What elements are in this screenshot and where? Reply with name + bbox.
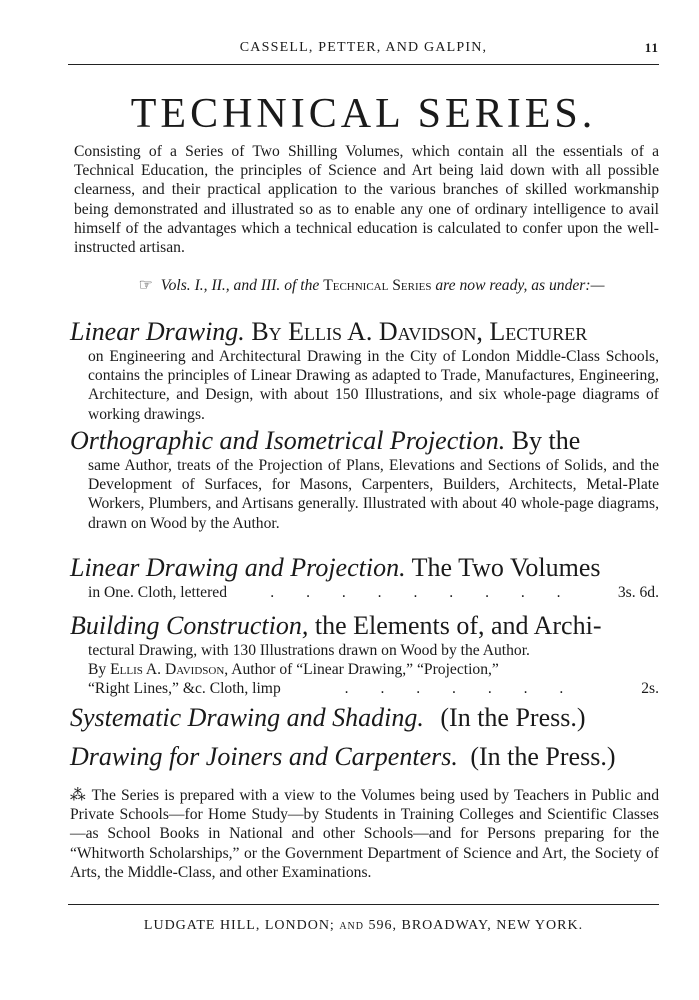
entry-systematic-drawing [70,702,659,733]
entry-binding: in One. Cloth, lettered [88,584,228,601]
entry-price: 2s. [641,680,659,698]
publisher-address [68,918,659,934]
entry-lead-rest: The Two Volumes [411,553,601,582]
entry-building-construction [70,610,659,699]
header-rule [68,64,659,65]
entry-author-line [70,660,659,679]
page-title: TECHNICAL SERIES. [130,91,597,137]
entry-lead [70,552,659,583]
entry-lead [70,425,659,456]
publisher-header: CASSELL, PETTER, AND GALPIN, [239,40,488,55]
entry-lead-rest: the Elements of, and Archi- [314,611,602,640]
entry-lead-rest: By Ellis A. Davidson, Lecturer [251,317,588,346]
entry-description: on Engineering and Architectural Drawing in the City of London Middle-Class Schools, contains the principles of Linear Drawing as adapted to Trade, Manufactures, Engineering, Architecture, and Design, with about 150 Illustrations, and six whole-page diagrams of working drawings. [88,348,659,423]
entry-title: Drawing for Joiners and Carpenters. [70,742,458,771]
author-name: Ellis A. Davidson, [110,661,229,679]
entry-title: Systematic Drawing and Shading. [70,703,424,732]
footer-rule [68,904,659,905]
availability-notice [84,276,659,295]
notice-series-name: Technical Series [323,277,432,294]
entry-lead [70,316,659,347]
entry-title: Linear Drawing. [70,317,245,346]
leader-dots: . . . . . . . [344,680,578,698]
entry-status: (In the Press.) [440,703,586,732]
address-london: LUDGATE HILL, LONDON; [143,918,335,933]
entry-price-line [70,679,659,698]
entry-lead [70,741,659,772]
notice-part2: are now ready, as under:— [435,277,605,294]
entry-drawing-for-joiners [70,741,659,772]
intro-text: Consisting of a Series of Two Shilling Volumes, which contain all the essentials of a Technical Education, the principles of Science and Art being laid down with all possible clearness, and their practical application to the various branches of skilled workmanship being demonstrated and illustrated so as to enable any one of ordinary intelligence to avail himself of the advantages which a technical education is calculated to confer upon the well-instructed artisan. [74,143,659,257]
entry-title: Orthographic and Isometrical Projection. [70,426,506,455]
running-header [68,40,659,60]
page-number: 11 [644,40,659,55]
entry-price-line [70,583,659,602]
entry-orthographic-projection [70,425,659,533]
address-and: and [339,918,364,933]
entry-lead [70,610,659,641]
entry-title: Linear Drawing and Projection. [70,553,406,582]
entry-lead [70,702,659,733]
intro-paragraph [74,142,659,257]
notice-part1: Vols. I., II., and III. of the [160,277,320,294]
entry-status: (In the Press.) [470,742,616,771]
entry-binding: “Right Lines,” &c. Cloth, limp [88,680,281,698]
pointing-hand-icon: ☞ [138,277,153,294]
entry-title: Building Construction, [70,611,309,640]
author-by: By [88,661,107,679]
entry-description: same Author, treats of the Projection of Plans, Elevations and Sections of Solids, and the Development of Surfaces, for Masons, Carpenters, Builders, Architects, Metal-Plate Workers, Plumbers, and Artisans generally. Illustrated with about 40 whole-page diagrams, drawn on Wood by the Author. [88,457,659,532]
entry-linear-drawing [70,316,659,424]
author-works: Author of “Linear Drawing,” “Projection,” [231,661,499,679]
series-note: ⁂ The Series is prepared with a view to the Volumes being used by Teachers in Public and Private Schools—for Home Study—by Students in Training Colleges and Scientific Classes—as School Books in National and other Schools—and for Persons preparing for the “Whitworth Scholarships,” or the Government Department of Science and Art, the Society of Arts, the Middle-Class, and other Examinations. [70,787,659,881]
address-new-york: 596, BROADWAY, NEW YORK. [368,918,584,933]
entry-price: 3s. 6d. [617,584,659,601]
entry-linear-drawing-and-projection [70,552,659,602]
entry-lead-rest: By the [511,426,581,455]
entry-description: tectural Drawing, with 130 Illustrations drawn on Wood by the Author. [88,642,530,659]
leader-dots: . . . . . . . . . [270,584,575,601]
